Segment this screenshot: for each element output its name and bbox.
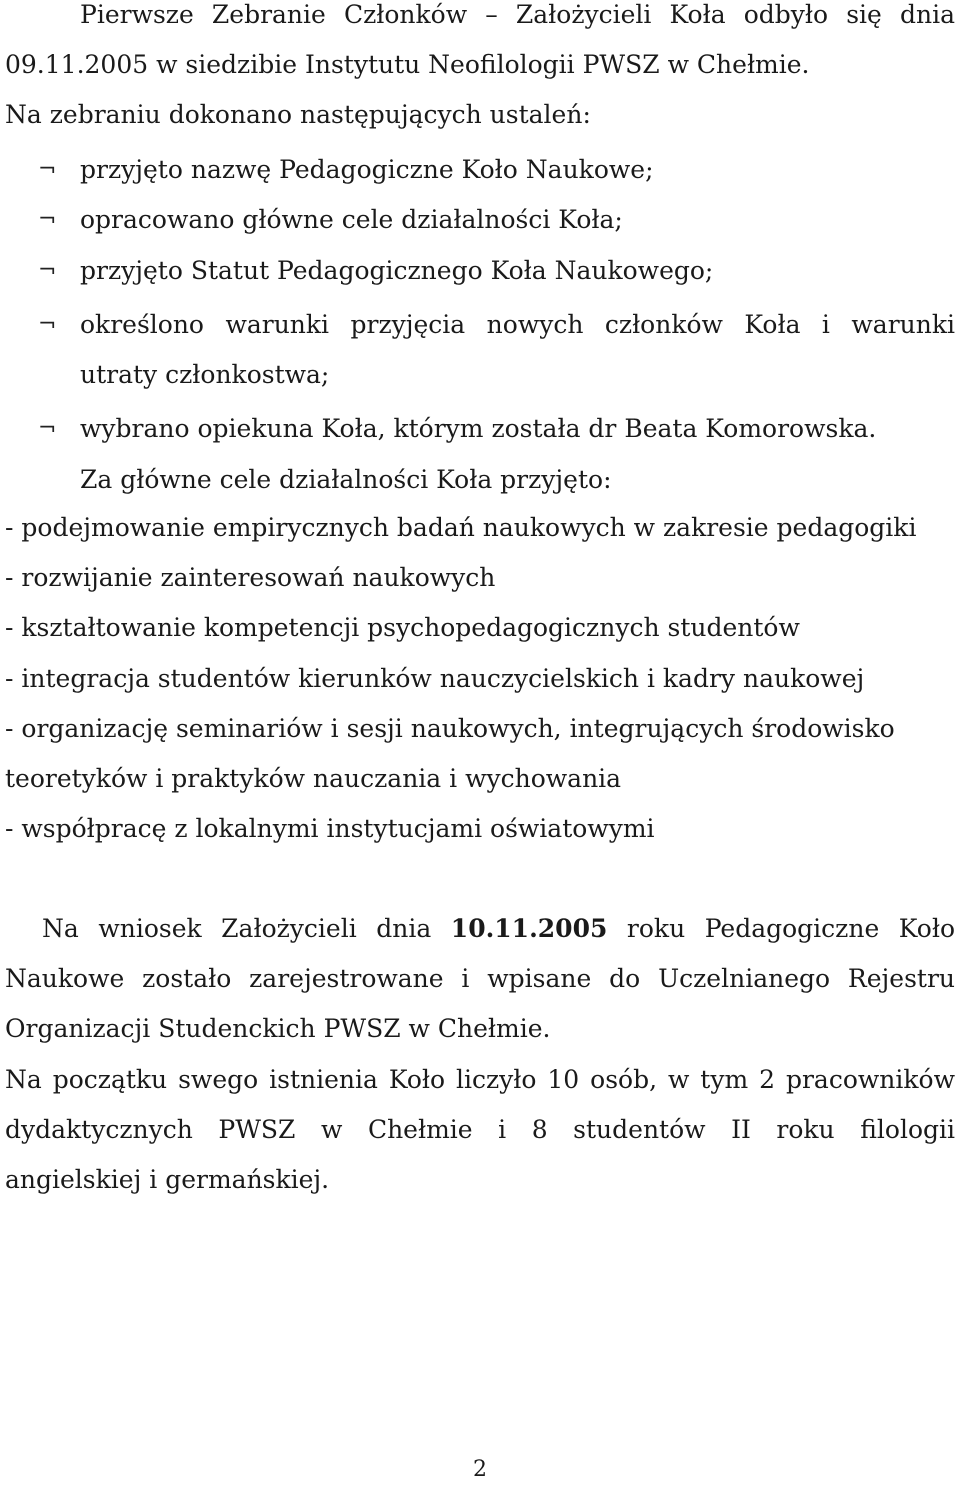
decision-item: przyjęto nazwę Pedagogiczne Koło Naukowe; [80, 155, 654, 184]
registration-line-2: Naukowe zostało zarejestrowane i wpisane do Uczelnianego Rejestru [5, 964, 955, 993]
decision-item-continuation: utraty członkostwa; [80, 360, 330, 389]
members-line-3: angielskiej i germańskiej. [5, 1165, 330, 1194]
goals-intro: Za główne cele działalności Koła przyjęto: [80, 465, 612, 494]
registration-text: Na wniosek Założycieli dnia [42, 914, 451, 943]
registration-text: roku Pedagogiczne Koło [607, 914, 955, 943]
registration-line-3: Organizacji Studenckich PWSZ w Chełmie. [5, 1014, 551, 1043]
intro-line-1: Pierwsze Zebranie Członków – Założycieli Koła odbyło się dnia [80, 0, 955, 29]
registration-line-1 [42, 904, 955, 954]
decision-item: wybrano opiekuna Koła, którym została dr Beata Komorowska. [80, 414, 877, 443]
members-line-1: Na początku swego istnienia Koło liczyło 10 osób, w tym 2 pracowników [5, 1065, 955, 1094]
goal-item: - rozwijanie zainteresowań naukowych [5, 563, 496, 592]
goal-item: - kształtowanie kompetencji psychopedagogicznych studentów [5, 613, 800, 642]
bullet-icon: ¬ [38, 207, 57, 232]
goal-item: - organizację seminariów i sesji naukowych, integrujących środowisko [5, 714, 895, 743]
goal-item: - integracja studentów kierunków nauczycielskich i kadry naukowej [5, 664, 865, 693]
page-number: 2 [473, 1457, 487, 1482]
goal-item: - podejmowanie empirycznych badań naukowych w zakresie pedagogiki [5, 513, 917, 542]
members-line-2: dydaktycznych PWSZ w Chełmie i 8 studentów II roku filologii [5, 1115, 955, 1144]
bullet-icon: ¬ [38, 258, 57, 283]
bullet-icon: ¬ [38, 416, 57, 441]
decision-item: określono warunki przyjęcia nowych członków Koła i warunki [80, 310, 955, 339]
intro-line-2: 09.11.2005 w siedzibie Instytutu Neofilologii PWSZ w Chełmie. [5, 50, 810, 79]
decision-item: opracowano główne cele działalności Koła; [80, 205, 623, 234]
bullet-icon: ¬ [38, 157, 57, 182]
bullet-icon: ¬ [38, 312, 57, 337]
decision-item: przyjęto Statut Pedagogicznego Koła Naukowego; [80, 256, 714, 285]
goal-item: - współpracę z lokalnymi instytucjami oświatowymi [5, 814, 655, 843]
goal-item-continuation: teoretyków i praktyków nauczania i wychowania [5, 764, 622, 793]
intro-line-3: Na zebraniu dokonano następujących ustaleń: [5, 100, 591, 129]
registration-date: 10.11.2005 [450, 914, 608, 943]
